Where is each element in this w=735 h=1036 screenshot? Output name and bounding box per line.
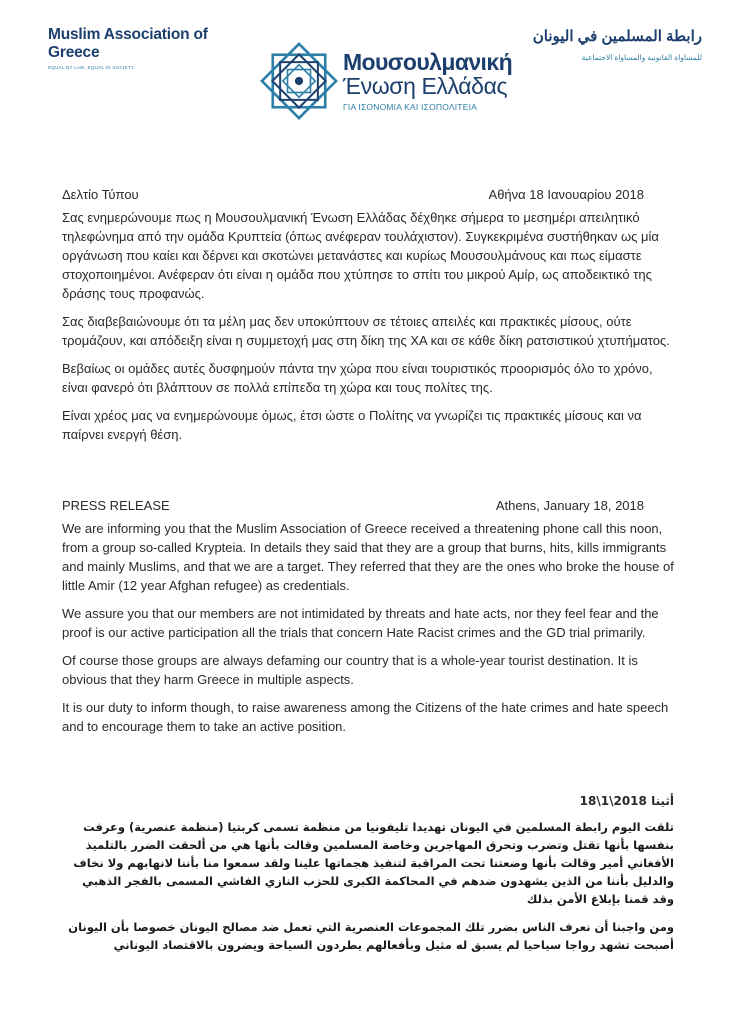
greek-release-title: Δελτίο Τύπου xyxy=(62,187,139,202)
arabic-release-date: أثينا 2018\1\18 xyxy=(579,794,674,808)
english-org-name: Muslim Association of Greece xyxy=(48,26,208,61)
english-paragraph: It is our duty to inform though, to raise awareness among the Citizens of the hate crimes and hate speech and to encourage them to take an active position. xyxy=(62,700,669,734)
greek-paragraph: Είναι χρέος μας να ενημερώνουμε όμως, έτσι ώστε ο Πολίτης να γνωρίζει τις πρακτικές μίσους και να παίρνει ενεργή θέση. xyxy=(62,408,642,442)
greek-release-header xyxy=(62,186,674,203)
greek-org-name-line2: Ένωση Ελλάδας xyxy=(343,73,508,99)
octagram-knot-emblem-icon xyxy=(258,40,340,122)
letterhead xyxy=(0,0,735,130)
arabic-logo-block xyxy=(522,28,702,62)
english-release-title: PRESS RELEASE xyxy=(62,498,170,513)
english-paragraph: We assure you that our members are not intimidated by threats and hate acts, nor they feel fear and the proof is our active participation all the trials that concern Hate Racist crimes and the GD trial primarily. xyxy=(62,606,659,640)
greek-tagline: ΓΙΑ ΙΣΟΝΟΜΙΑ ΚΑΙ ΙΣΟΠΟΛΙΤΕΙΑ xyxy=(343,102,478,112)
english-logo-block xyxy=(48,26,218,70)
greek-release-date: Αθήνα 18 Ιανουαρίου 2018 xyxy=(488,187,644,202)
arabic-paragraph: ومن واجبنا أن نعرف الناس بضرر تلك المجموعات العنصرية التي تعمل ضد مصالح اليونان خصوصا بأن اليونان أصبحت تشهد رواجا سياحيا لم يسبق له مثيل وبأفعالهم يطردون السياحة ويضرون بالاقتصاد اليوناني xyxy=(68,920,674,952)
greek-paragraph: Βεβαίως οι ομάδες αυτές δυσφημούν πάντα την χώρα που είναι τουριστικός προορισμός όλο το χρόνο, είναι φανερό ότι βλάπτουν σε πολλά επίπεδα τη χώρα και τους πολίτες της. xyxy=(62,361,653,395)
greek-org-name-line1: Μουσουλμανική xyxy=(343,49,513,75)
english-release-date: Athens, January 18, 2018 xyxy=(495,498,644,513)
arabic-tagline: للمساواة القانونية والمساواة الاجتماعية xyxy=(581,53,702,62)
english-paragraph: We are informing you that the Muslim Association of Greece received a threatening phone call this noon, from a group so-called Krypteia. In details they said that they are a group that burns, hits, kills immigrants and mainly Muslims, and that we are a target. They referred that they are the ones who broke the house of little Amir (12 year Afghan refugee) as credentials. xyxy=(62,521,674,593)
english-paragraph: Of course those groups are always defaming our country that is a whole-year tourist destination. It is obvious that they harm Greece in multiple aspects. xyxy=(62,653,638,687)
english-tagline: EQUAL BY LAW, EQUAL IN SOCIETY. xyxy=(48,65,136,70)
english-release-header xyxy=(62,497,674,514)
english-press-release xyxy=(62,497,674,745)
arabic-press-release xyxy=(62,794,674,964)
arabic-org-name: رابطة المسلمين في اليونان xyxy=(532,28,702,45)
greek-logo-block xyxy=(343,50,523,112)
greek-press-release xyxy=(62,186,674,453)
greek-paragraph: Σας διαβεβαιώνουμε ότι τα μέλη μας δεν υποκύπτουν σε τέτοιες απειλές και πρακτικές μίσους, ούτε τρομάζουν, και απόδειξη είναι η συμμετοχή μας στη δίκη της ΧΑ και σε κάθε δίκη ρατσιστικού χτυπήματος. xyxy=(62,314,670,348)
greek-paragraph: Σας ενημερώνουμε πως η Μουσουλμανική Ένωση Ελλάδας δέχθηκε σήμερα το μεσημέρι απειλητικό τηλεφώνημα από την ομάδα Κρυπτεία (όπως ανέφεραν τουλάχιστον). Συγκεκριμένα συστήθηκαν ως μία οργάνωση που καίει και δέρνει και σκοτώνει μετανάστες και κυρίως Μουσουλμάνους και πως είμαστε στοχοποιημένοι. Ανέφεραν ότι είναι η ομάδα που χτύπησε το σπίτι του μικρού Αμίρ, ως αποδεικτικό της δράσης τους προφανώς. xyxy=(62,210,659,301)
arabic-paragraph: تلقت اليوم رابطة المسلمين في اليونان تهديدا تليفونيا من منظمة تسمى كربتيا (منظمة عنصرية) وعرفت بنفسها بأنها تقتل وتضرب وتحرق المهاجرين وخاصة المسلمين وقالت بأنها هي من ألحقت الضرر بالتلميذ الأفغاني أمير وقالت بأنها وضعتنا تحت المراقبة لتنفيذ هجماتها علينا ولقد سمعوا منا بأننا لانهابهم ولا نخاف والدليل بأننا من الذين يشهدون ضدهم في المحاكمة الكبرى للحزب النازي الفاشي المسمى بالفجر الذهبي وقد قمنا بإبلاغ الأمن بذلك xyxy=(73,820,674,906)
